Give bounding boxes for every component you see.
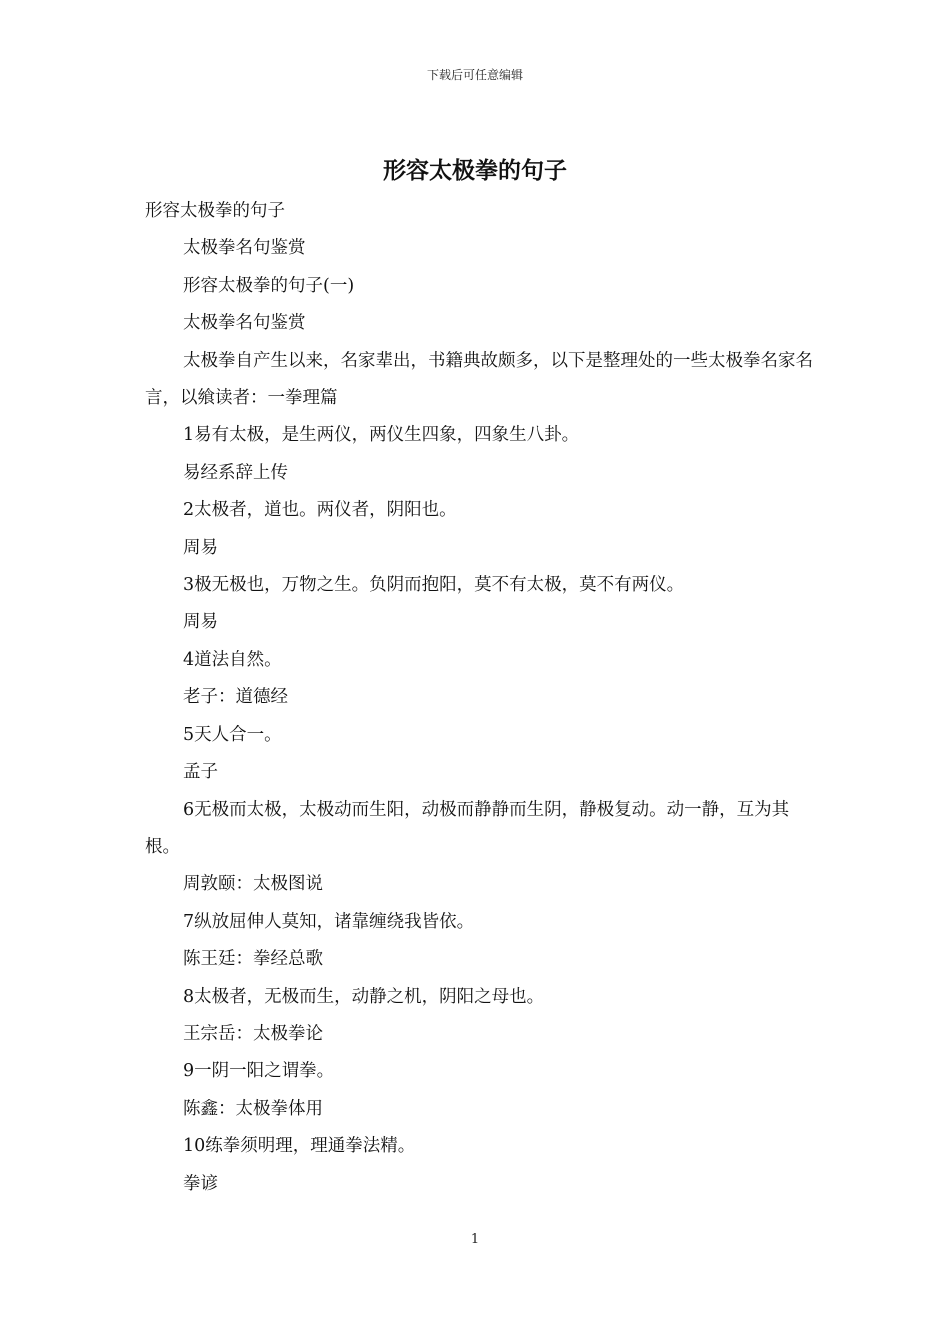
paragraph: 太极拳名句鉴赏 bbox=[183, 313, 306, 334]
paragraph: 老子：道德经 bbox=[183, 687, 288, 708]
paragraph: 2太极者，道也。两仪者，阴阳也。 bbox=[183, 500, 457, 521]
document-body bbox=[145, 193, 813, 1203]
paragraph: 易经系辞上传 bbox=[183, 462, 288, 483]
paragraph: 形容太极拳的句子 bbox=[145, 201, 285, 221]
page-header: 下载后可任意编辑 bbox=[426, 68, 523, 82]
paragraph: 6无极而太极，太极动而生阳，动极而静静而生阴，静极复动。动一静，互为其根。 bbox=[145, 799, 790, 857]
page-number: 1 bbox=[470, 1232, 480, 1247]
paragraph: 陈王廷：拳经总歌 bbox=[183, 949, 323, 970]
paragraph: 周敦颐：太极图说 bbox=[183, 874, 323, 895]
paragraph: 周易 bbox=[183, 537, 218, 558]
paragraph: 太极拳自产生以来，名家辈出，书籍典故颇多，以下是整理处的一些太极拳名家名言，以飨读者：一拳理篇 bbox=[145, 350, 813, 409]
paragraph: 拳谚 bbox=[183, 1173, 218, 1194]
paragraph: 周易 bbox=[183, 612, 218, 633]
paragraph: 王宗岳：太极拳论 bbox=[183, 1023, 323, 1044]
paragraph: 3极无极也，万物之生。负阴而抱阳，莫不有太极，莫不有两仪。 bbox=[183, 575, 685, 596]
paragraph: 5天人合一。 bbox=[183, 724, 282, 745]
document-title: 形容太极拳的句子 bbox=[383, 158, 567, 184]
paragraph: 太极拳名句鉴赏 bbox=[183, 238, 306, 259]
paragraph: 7纵放屈伸人莫知，诸靠缠绕我皆依。 bbox=[183, 911, 475, 932]
paragraph: 1易有太极，是生两仪，两仪生四象，四象生八卦。 bbox=[183, 425, 580, 446]
paragraph: 8太极者，无极而生，动静之机，阴阳之母也。 bbox=[183, 986, 545, 1007]
paragraph: 10练拳须明理，理通拳法精。 bbox=[183, 1136, 416, 1157]
paragraph: 4道法自然。 bbox=[183, 649, 282, 670]
paragraph: 9一阴一阳之谓拳。 bbox=[183, 1061, 335, 1082]
paragraph: 形容太极拳的句子(一) bbox=[183, 275, 355, 296]
paragraph: 陈鑫：太极拳体用 bbox=[183, 1098, 323, 1119]
paragraph: 孟子 bbox=[183, 762, 218, 783]
